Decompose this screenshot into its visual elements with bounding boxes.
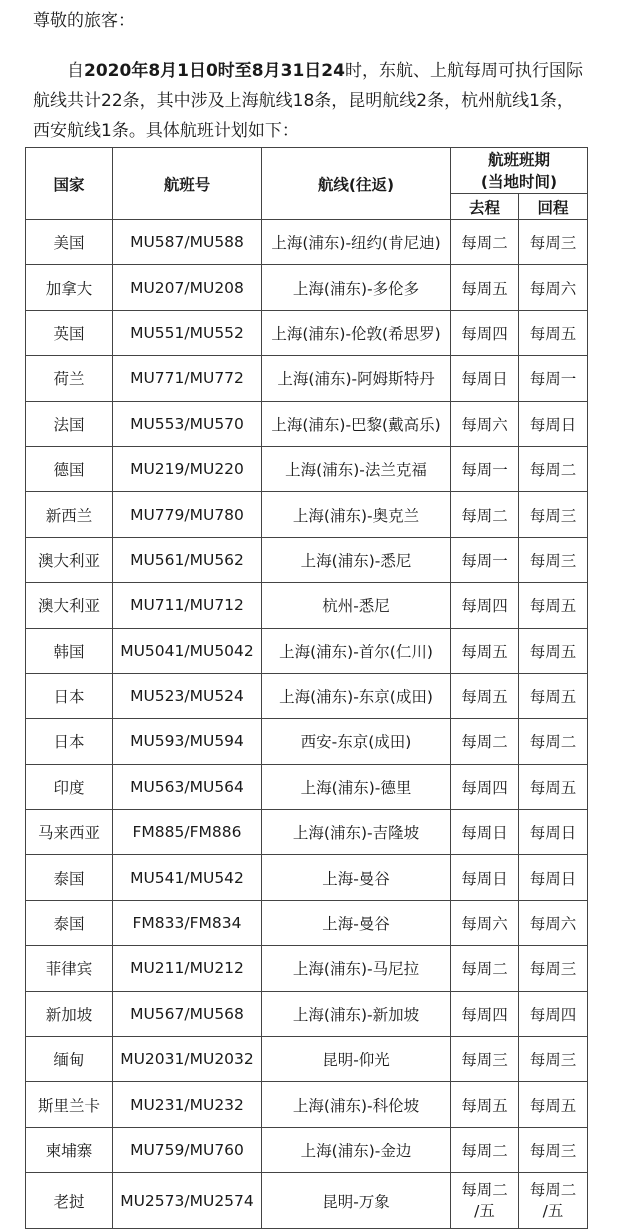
cell-outbound: 每周一 bbox=[451, 446, 519, 491]
cell-return: 每周日 bbox=[519, 401, 588, 446]
table-row bbox=[26, 537, 588, 582]
cell-country: 菲律宾 bbox=[26, 946, 113, 991]
cell-country: 荷兰 bbox=[26, 356, 113, 401]
header-return: 回程 bbox=[519, 194, 588, 220]
cell-flight: MU771/MU772 bbox=[113, 356, 262, 401]
table-row bbox=[26, 810, 588, 855]
cell-route: 上海(浦东)-阿姆斯特丹 bbox=[262, 356, 451, 401]
table-row bbox=[26, 1082, 588, 1127]
cell-outbound: 每周日 bbox=[451, 855, 519, 900]
cell-return: 每周二 bbox=[519, 719, 588, 764]
cell-flight: MU523/MU524 bbox=[113, 673, 262, 718]
cell-country: 加拿大 bbox=[26, 265, 113, 310]
cell-outbound: 每周二 bbox=[451, 719, 519, 764]
cell-return: 每周二 bbox=[519, 446, 588, 491]
table-row bbox=[26, 1037, 588, 1082]
table-header-row bbox=[26, 148, 588, 194]
intro-date-range: 2020年8月1日0时至8月31日24 bbox=[84, 61, 345, 81]
cell-return: 每周三 bbox=[519, 946, 588, 991]
cell-flight: MU593/MU594 bbox=[113, 719, 262, 764]
header-schedule-subtitle: (当地时间) bbox=[480, 172, 558, 191]
cell-return: 每周一 bbox=[519, 356, 588, 401]
cell-flight: MU779/MU780 bbox=[113, 492, 262, 537]
cell-flight: MU563/MU564 bbox=[113, 764, 262, 809]
cell-country: 斯里兰卡 bbox=[26, 1082, 113, 1127]
table-row bbox=[26, 310, 588, 355]
cell-return: 每周三 bbox=[519, 537, 588, 582]
cell-outbound: 每周日 bbox=[451, 810, 519, 855]
cell-route: 上海(浦东)-多伦多 bbox=[262, 265, 451, 310]
cell-outbound: 每周四 bbox=[451, 310, 519, 355]
table-row bbox=[26, 855, 588, 900]
cell-flight: MU207/MU208 bbox=[113, 265, 262, 310]
cell-route: 上海(浦东)-科伦坡 bbox=[262, 1082, 451, 1127]
table-row bbox=[26, 401, 588, 446]
cell-country: 韩国 bbox=[26, 628, 113, 673]
cell-country: 日本 bbox=[26, 719, 113, 764]
cell-country: 美国 bbox=[26, 220, 113, 265]
cell-flight: FM885/FM886 bbox=[113, 810, 262, 855]
cell-return: 每周五 bbox=[519, 1082, 588, 1127]
cell-outbound: 每周五 bbox=[451, 628, 519, 673]
flight-schedule-table bbox=[25, 147, 588, 1229]
cell-flight: MU711/MU712 bbox=[113, 583, 262, 628]
cell-return-line-2: /五 bbox=[542, 1201, 564, 1220]
cell-outbound: 每周三 bbox=[451, 1037, 519, 1082]
table-row bbox=[26, 764, 588, 809]
cell-flight: MU2573/MU2574 bbox=[113, 1173, 262, 1229]
cell-return: 每周三 bbox=[519, 492, 588, 537]
intro-text-a: 自 bbox=[67, 61, 84, 81]
table-row bbox=[26, 265, 588, 310]
header-flight-number: 航班号 bbox=[113, 148, 262, 220]
cell-outbound: 每周四 bbox=[451, 583, 519, 628]
cell-country: 缅甸 bbox=[26, 1037, 113, 1082]
cell-outbound: 每周四 bbox=[451, 991, 519, 1036]
cell-country: 英国 bbox=[26, 310, 113, 355]
cell-route: 上海-曼谷 bbox=[262, 855, 451, 900]
cell-flight: MU541/MU542 bbox=[113, 855, 262, 900]
table-row bbox=[26, 673, 588, 718]
cell-return-line-1: 每周二 bbox=[529, 1180, 577, 1199]
header-schedule-title: 航班班期 bbox=[488, 150, 551, 169]
table-row bbox=[26, 628, 588, 673]
cell-country: 老挝 bbox=[26, 1173, 113, 1229]
cell-outbound: 每周二 bbox=[451, 946, 519, 991]
intro-text-b: 时，东航、上航每周可执行国际 bbox=[344, 61, 583, 81]
table-row bbox=[26, 719, 588, 764]
cell-return: 每周五 bbox=[519, 583, 588, 628]
cell-flight: MU211/MU212 bbox=[113, 946, 262, 991]
table-row bbox=[26, 220, 588, 265]
cell-flight: MU587/MU588 bbox=[113, 220, 262, 265]
table-row bbox=[26, 991, 588, 1036]
cell-route: 上海(浦东)-伦敦(希思罗) bbox=[262, 310, 451, 355]
cell-return: 每周三 bbox=[519, 1037, 588, 1082]
cell-return: 每周五 bbox=[519, 673, 588, 718]
cell-outbound: 每周二 bbox=[451, 492, 519, 537]
header-country: 国家 bbox=[26, 148, 113, 220]
cell-return: 每周四 bbox=[519, 991, 588, 1036]
cell-route: 上海(浦东)-首尔(仁川) bbox=[262, 628, 451, 673]
cell-outbound-line-2: /五 bbox=[474, 1201, 495, 1220]
cell-return: 每周六 bbox=[519, 900, 588, 945]
cell-route: 上海(浦东)-新加坡 bbox=[262, 991, 451, 1036]
table-row bbox=[26, 356, 588, 401]
cell-route: 昆明-万象 bbox=[262, 1173, 451, 1229]
cell-return: 每周五 bbox=[519, 310, 588, 355]
table-row-laos bbox=[26, 1173, 588, 1229]
intro-paragraph bbox=[33, 56, 613, 146]
cell-country: 澳大利亚 bbox=[26, 537, 113, 582]
cell-return: 每周五 bbox=[519, 764, 588, 809]
cell-outbound: 每周日 bbox=[451, 356, 519, 401]
cell-route: 上海(浦东)-东京(成田) bbox=[262, 673, 451, 718]
cell-flight: FM833/FM834 bbox=[113, 900, 262, 945]
header-outbound: 去程 bbox=[451, 194, 519, 220]
cell-outbound: 每周六 bbox=[451, 900, 519, 945]
cell-return: 每周三 bbox=[519, 1127, 588, 1172]
cell-country: 柬埔寨 bbox=[26, 1127, 113, 1172]
cell-outbound: 每周五 bbox=[451, 265, 519, 310]
greeting: 尊敬的旅客： bbox=[33, 11, 135, 31]
table-row bbox=[26, 900, 588, 945]
intro-line-2: 航线共计22条，其中涉及上海航线18条，昆明航线2条，杭州航线1条， bbox=[33, 91, 574, 111]
cell-outbound-line-1: 每周二 bbox=[461, 1180, 508, 1199]
table-row bbox=[26, 492, 588, 537]
cell-country: 新加坡 bbox=[26, 991, 113, 1036]
cell-route: 上海(浦东)-悉尼 bbox=[262, 537, 451, 582]
cell-flight: MU567/MU568 bbox=[113, 991, 262, 1036]
cell-route: 上海(浦东)-马尼拉 bbox=[262, 946, 451, 991]
table-row bbox=[26, 446, 588, 491]
intro-line-3: 西安航线1条。具体航班计划如下： bbox=[33, 121, 299, 141]
cell-outbound: 每周四 bbox=[451, 764, 519, 809]
cell-flight: MU551/MU552 bbox=[113, 310, 262, 355]
cell-return: 每周三 bbox=[519, 220, 588, 265]
cell-route: 上海(浦东)-德里 bbox=[262, 764, 451, 809]
table-body bbox=[26, 220, 588, 1229]
table-row bbox=[26, 1127, 588, 1172]
cell-flight: MU553/MU570 bbox=[113, 401, 262, 446]
cell-outbound: 每周二 bbox=[451, 1127, 519, 1172]
cell-country: 马来西亚 bbox=[26, 810, 113, 855]
cell-outbound: 每周二 bbox=[451, 220, 519, 265]
cell-country: 泰国 bbox=[26, 900, 113, 945]
cell-return bbox=[519, 1173, 588, 1229]
cell-outbound: 每周五 bbox=[451, 673, 519, 718]
cell-flight: MU231/MU232 bbox=[113, 1082, 262, 1127]
cell-route: 西安-东京(成田) bbox=[262, 719, 451, 764]
cell-country: 法国 bbox=[26, 401, 113, 446]
cell-route: 上海(浦东)-吉隆坡 bbox=[262, 810, 451, 855]
cell-country: 日本 bbox=[26, 673, 113, 718]
cell-outbound: 每周六 bbox=[451, 401, 519, 446]
cell-return: 每周五 bbox=[519, 628, 588, 673]
table-row bbox=[26, 946, 588, 991]
cell-country: 泰国 bbox=[26, 855, 113, 900]
cell-country: 德国 bbox=[26, 446, 113, 491]
cell-route: 上海(浦东)-纽约(肯尼迪) bbox=[262, 220, 451, 265]
cell-flight: MU561/MU562 bbox=[113, 537, 262, 582]
header-schedule bbox=[451, 148, 588, 194]
table-row bbox=[26, 583, 588, 628]
cell-return: 每周六 bbox=[519, 265, 588, 310]
cell-flight: MU219/MU220 bbox=[113, 446, 262, 491]
intro-line-1 bbox=[33, 56, 613, 86]
cell-outbound: 每周五 bbox=[451, 1082, 519, 1127]
cell-return: 每周日 bbox=[519, 855, 588, 900]
header-route: 航线(往返) bbox=[262, 148, 451, 220]
cell-country: 新西兰 bbox=[26, 492, 113, 537]
cell-flight: MU5041/MU5042 bbox=[113, 628, 262, 673]
cell-flight: MU2031/MU2032 bbox=[113, 1037, 262, 1082]
cell-route: 杭州-悉尼 bbox=[262, 583, 451, 628]
cell-route: 上海(浦东)-法兰克福 bbox=[262, 446, 451, 491]
cell-return: 每周日 bbox=[519, 810, 588, 855]
cell-flight: MU759/MU760 bbox=[113, 1127, 262, 1172]
cell-outbound bbox=[451, 1173, 519, 1229]
cell-country: 澳大利亚 bbox=[26, 583, 113, 628]
cell-country: 印度 bbox=[26, 764, 113, 809]
cell-route: 上海(浦东)-巴黎(戴高乐) bbox=[262, 401, 451, 446]
cell-route: 上海(浦东)-金边 bbox=[262, 1127, 451, 1172]
cell-route: 上海(浦东)-奥克兰 bbox=[262, 492, 451, 537]
cell-outbound: 每周一 bbox=[451, 537, 519, 582]
cell-route: 上海-曼谷 bbox=[262, 900, 451, 945]
cell-route: 昆明-仰光 bbox=[262, 1037, 451, 1082]
